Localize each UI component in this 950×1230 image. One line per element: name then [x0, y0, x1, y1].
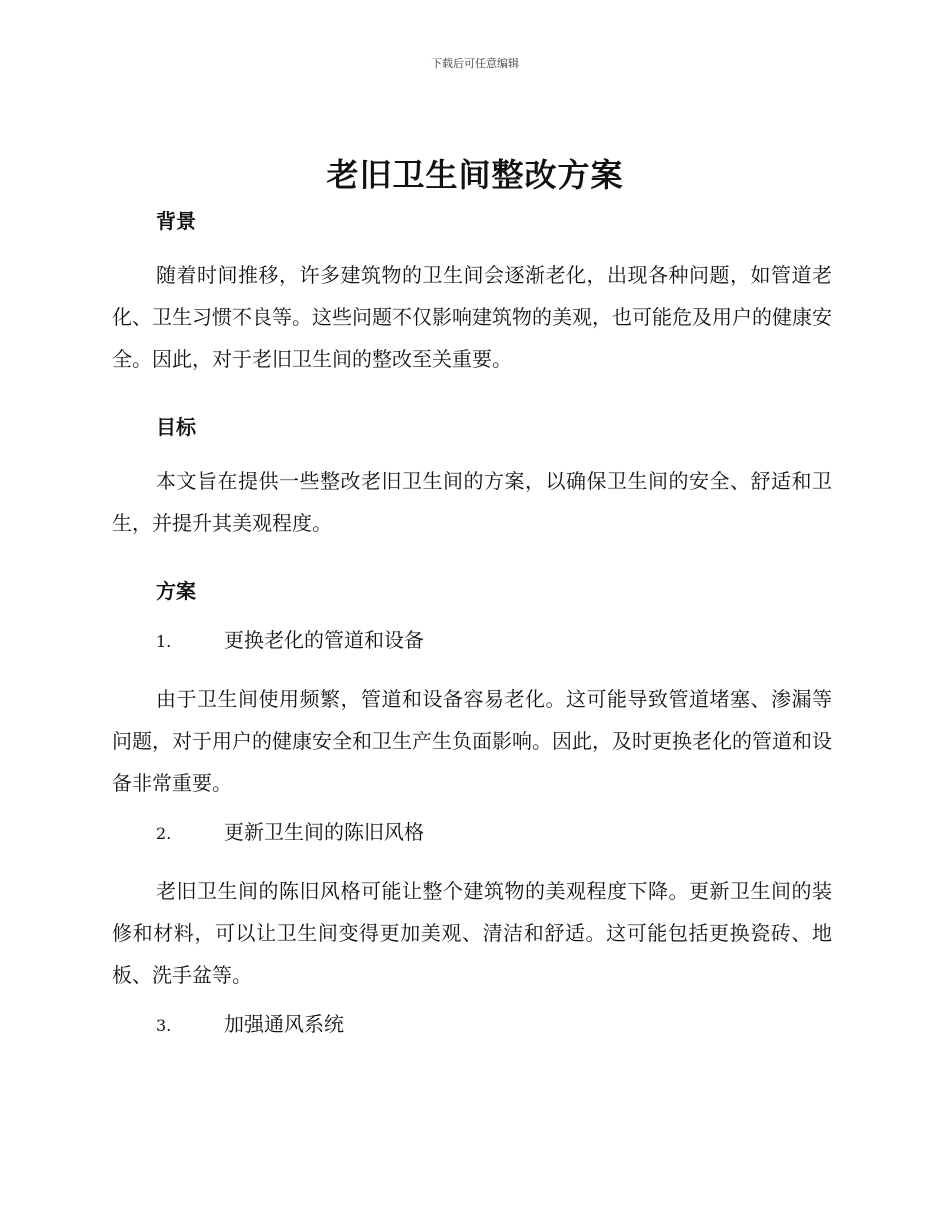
- plan-item-1-paragraph: 由于卫生间使用频繁，管道和设备容易老化。这可能导致管道堵塞、渗漏等问题，对于用户的健康安全和卫生产生负面影响。因此，及时更换老化的管道和设备非常重要。: [112, 687, 832, 795]
- plan-item-3: [112, 1008, 832, 1050]
- section-heading-goal: 目标: [156, 415, 196, 439]
- plan-item-title: 更新卫生间的陈旧风格: [224, 820, 424, 844]
- goal-paragraph: 本文旨在提供一些整改老旧卫生间的方案，以确保卫生间的安全、舒适和卫生，并提升其美观程度。: [112, 469, 832, 535]
- background-paragraph: 随着时间推移，许多建筑物的卫生间会逐渐老化，出现各种问题，如管道老化、卫生习惯不良等。这些问题不仅影响建筑物的美观，也可能危及用户的健康安全。因此，对于老旧卫生间的整改至关重要。: [112, 263, 832, 371]
- plan-item-number: 3.: [156, 1016, 172, 1035]
- plan-item-2-paragraph: 老旧卫生间的陈旧风格可能让整个建筑物的美观程度下降。更新卫生间的装修和材料，可以让卫生间变得更加美观、清洁和舒适。这可能包括更换瓷砖、地板、洗手盆等。: [112, 879, 832, 987]
- plan-item-number: 2.: [156, 824, 172, 843]
- plan-item-title: 更换老化的管道和设备: [224, 628, 424, 652]
- page-header: 下载后可任意编辑: [431, 57, 519, 70]
- section-heading-background: 背景: [156, 209, 196, 233]
- plan-item-1: [112, 624, 832, 666]
- plan-item-title: 加强通风系统: [224, 1012, 344, 1036]
- document-body: [112, 200, 832, 1050]
- plan-item-number: 1.: [156, 632, 172, 651]
- section-heading-plan: 方案: [156, 579, 196, 603]
- document-title: 老旧卫生间整改方案: [326, 156, 624, 194]
- plan-item-2: [112, 816, 832, 858]
